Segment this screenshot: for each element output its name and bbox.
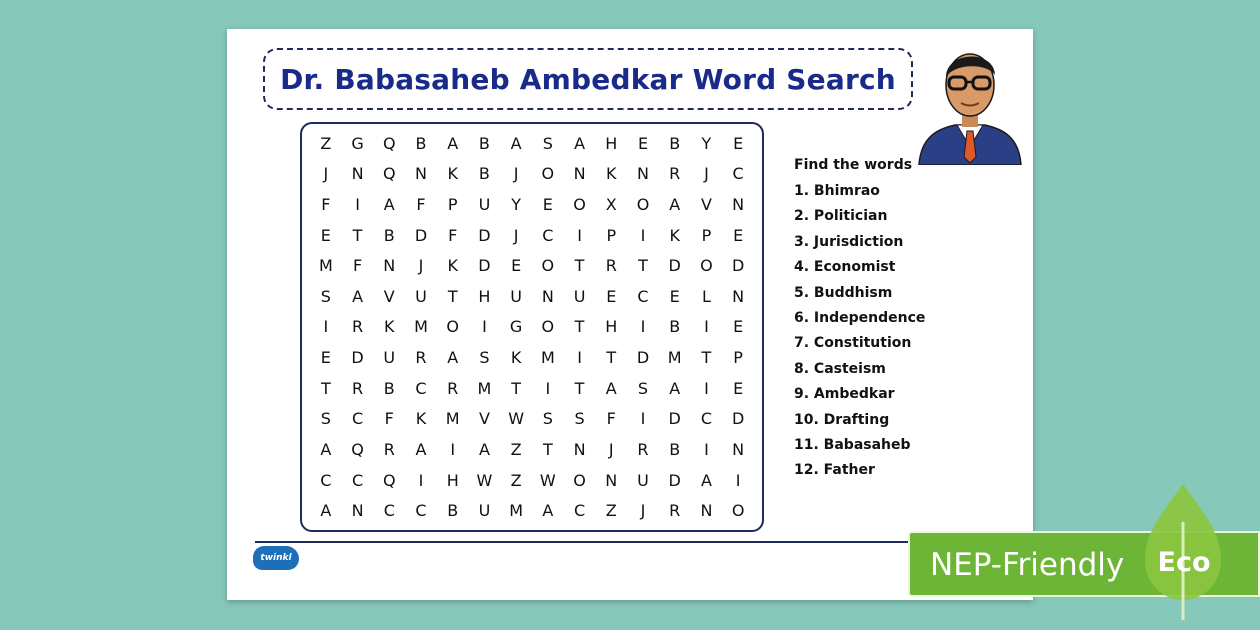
grid-letter: C <box>415 501 427 521</box>
grid-letter: I <box>450 439 456 459</box>
grid-letter: M <box>477 378 492 398</box>
word-list <box>794 179 1014 484</box>
grid-letter: T <box>574 256 585 276</box>
grid-letter: E <box>733 225 744 245</box>
grid-letter: H <box>605 317 618 337</box>
grid-letter: O <box>573 470 586 490</box>
grid-letter: J <box>323 164 329 184</box>
grid-letter: I <box>640 225 646 245</box>
word-list-item: 9. Ambedkar <box>794 386 895 403</box>
grid-letter: I <box>577 225 582 245</box>
grid-letter: Q <box>382 470 396 490</box>
grid-letter: R <box>352 378 364 398</box>
grid-letter: B <box>447 501 459 521</box>
grid-letter: Z <box>320 133 332 153</box>
grid-letter: A <box>605 378 617 398</box>
word-list-item: 7. Constitution <box>794 335 912 352</box>
grid-letter: K <box>447 164 458 184</box>
grid-letter: B <box>669 317 681 337</box>
grid-letter: T <box>511 378 522 398</box>
word-list-item: 5. Buddhism <box>794 284 893 301</box>
grid-letter: I <box>355 195 360 215</box>
grid-letter: D <box>668 470 681 490</box>
grid-letter: D <box>414 225 428 245</box>
grid-letter: O <box>636 195 650 215</box>
word-list-item: 8. Casteism <box>794 360 886 377</box>
grid-letter: O <box>446 317 459 337</box>
grid-letter: A <box>669 195 681 215</box>
grid-letter: A <box>447 133 459 153</box>
grid-letter: O <box>541 317 555 337</box>
grid-letter: A <box>542 501 554 521</box>
grid-letter: U <box>510 286 522 306</box>
grid-letter: K <box>669 225 680 245</box>
grid-letter: W <box>476 470 493 490</box>
grid-letter: J <box>513 225 519 245</box>
grid-letter: M <box>414 317 428 337</box>
grid-letter: W <box>508 409 525 429</box>
grid-letter: U <box>383 348 396 368</box>
grid-letter: S <box>479 348 490 368</box>
eco-label: Eco <box>1157 547 1211 578</box>
grid-letter: Q <box>382 133 396 153</box>
grid-letter: X <box>605 195 617 215</box>
grid-letter: U <box>637 470 649 490</box>
grid-letter: O <box>541 164 555 184</box>
grid-letter: M <box>445 409 460 429</box>
grid-letter: B <box>669 439 681 459</box>
grid-letter: Z <box>510 470 522 490</box>
grid-letter: I <box>323 317 329 337</box>
word-list-item: 12. Father <box>794 462 875 479</box>
grid-letter: L <box>701 286 711 306</box>
grid-letter: H <box>478 286 491 306</box>
grid-letter: B <box>669 133 681 153</box>
word-list-panel <box>794 157 1014 484</box>
grid-letter: I <box>545 378 551 398</box>
grid-letter: D <box>668 409 681 429</box>
grid-letter: S <box>320 409 331 429</box>
grid-letter: U <box>415 286 427 306</box>
grid-letter: K <box>384 317 395 337</box>
grid-letter: I <box>577 348 582 368</box>
logo-text: twinkl <box>260 553 292 563</box>
grid-letter: N <box>732 439 745 459</box>
word-list-item: 1. Bhimrao <box>794 183 880 199</box>
grid-letter: P <box>733 348 743 368</box>
grid-letter: U <box>573 286 586 306</box>
grid-letter: E <box>669 286 680 306</box>
grid-letter: A <box>447 348 459 368</box>
grid-letter: G <box>351 133 364 153</box>
grid-letter: A <box>574 133 586 153</box>
grid-letter: S <box>542 409 553 429</box>
grid-letter: E <box>320 225 331 245</box>
grid-letter: Q <box>382 164 396 184</box>
grid-letter: A <box>320 439 332 459</box>
grid-letter: R <box>415 348 427 368</box>
grid-letter: E <box>606 286 617 306</box>
grid-letter: B <box>478 133 490 153</box>
grid-letter: D <box>478 225 491 245</box>
grid-letter: S <box>574 409 585 429</box>
grid-letter: V <box>383 286 395 306</box>
grid-letter: T <box>320 378 331 398</box>
grid-letter: N <box>732 195 745 215</box>
word-search-grid <box>300 122 764 532</box>
grid-letter: M <box>318 256 333 276</box>
grid-letter: T <box>352 225 363 245</box>
word-list-item: 4. Economist <box>794 259 896 276</box>
grid-letter: D <box>351 348 364 368</box>
grid-letter: V <box>478 409 490 429</box>
grid-letter: C <box>351 470 364 490</box>
grid-letter: D <box>731 409 745 429</box>
grid-letter: Q <box>351 439 364 459</box>
grid-letter: R <box>605 256 617 276</box>
grid-letter: N <box>700 501 713 521</box>
grid-letter: E <box>733 317 744 337</box>
grid-letter: P <box>606 225 617 245</box>
grid-letter: A <box>700 470 712 490</box>
grid-letter: M <box>540 348 555 368</box>
ambedkar-portrait-icon <box>915 37 1025 165</box>
grid-letter: C <box>637 286 649 306</box>
grid-letter: A <box>415 439 427 459</box>
grid-letter: M <box>667 348 682 368</box>
grid-letter: T <box>447 286 458 306</box>
grid-letter: I <box>704 378 709 398</box>
grid-letter: I <box>640 317 646 337</box>
grid-letter: C <box>320 470 332 490</box>
grid-letter: N <box>351 501 364 521</box>
grid-letter: E <box>733 133 744 153</box>
grid-letter: M <box>509 501 524 521</box>
twinkl-logo <box>253 546 299 570</box>
grid-letter: R <box>637 439 649 459</box>
grid-letter: I <box>418 470 424 490</box>
grid-letter: N <box>605 470 618 490</box>
grid-letter: Z <box>605 501 617 521</box>
grid-letter: B <box>383 225 395 245</box>
grid-letter: I <box>482 317 487 337</box>
grid-letter: F <box>606 409 616 429</box>
grid-letter: R <box>447 378 459 398</box>
grid-letter: T <box>606 348 617 368</box>
grid-letter: O <box>700 256 713 276</box>
grid-letter: A <box>510 133 522 153</box>
grid-letter: C <box>542 225 554 245</box>
grid-letter: D <box>668 256 681 276</box>
grid-letter: R <box>383 439 395 459</box>
worksheet <box>227 29 1033 600</box>
grid-letter: F <box>384 409 394 429</box>
grid-letter: N <box>541 286 554 306</box>
grid-letter: K <box>447 256 458 276</box>
grid-letter: J <box>608 439 614 459</box>
word-list-heading: Find the words <box>794 157 913 173</box>
title-frame <box>263 48 913 110</box>
grid-letter: I <box>704 317 709 337</box>
grid-letter: I <box>704 439 709 459</box>
grid-letter: F <box>416 195 426 215</box>
grid-letter: J <box>704 164 709 184</box>
grid-letter: P <box>701 225 712 245</box>
grid-letter: R <box>669 164 681 184</box>
grid-letter: D <box>478 256 491 276</box>
grid-letter: A <box>478 439 490 459</box>
grid-letter: N <box>573 164 586 184</box>
grid-letter: J <box>640 501 646 521</box>
grid-letter: O <box>541 256 555 276</box>
grid-letter: D <box>731 256 745 276</box>
grid-letter: N <box>415 164 427 184</box>
letter-grid <box>310 128 754 526</box>
grid-letter: I <box>640 409 646 429</box>
grid-letter: F <box>448 225 458 245</box>
grid-letter: T <box>701 348 712 368</box>
grid-letter: W <box>539 470 556 490</box>
grid-letter: S <box>637 378 649 398</box>
grid-letter: F <box>352 256 363 276</box>
grid-letter: J <box>418 256 424 276</box>
grid-letter: N <box>383 256 396 276</box>
grid-letter: N <box>732 286 745 306</box>
grid-letter: B <box>415 133 427 153</box>
grid-letter: K <box>606 164 617 184</box>
grid-letter: C <box>351 409 364 429</box>
grid-letter: B <box>478 164 490 184</box>
word-list-item: 2. Politician <box>794 208 888 225</box>
grid-letter: T <box>638 256 648 276</box>
grid-letter: P <box>447 195 458 215</box>
grid-letter: R <box>352 317 364 337</box>
grid-letter: K <box>510 348 522 368</box>
grid-letter: E <box>542 195 553 215</box>
grid-letter: E <box>320 348 331 368</box>
page-title: Dr. Babasaheb Ambedkar Word Search <box>280 62 896 96</box>
grid-letter: Y <box>511 195 522 215</box>
word-list-item: 10. Drafting <box>794 411 890 428</box>
grid-letter: T <box>574 317 585 337</box>
grid-letter: C <box>573 501 586 521</box>
word-list-item: 3. Jurisdiction <box>794 233 904 250</box>
grid-letter: D <box>636 348 650 368</box>
word-list-item: 6. Independence <box>794 309 926 326</box>
grid-letter: E <box>733 378 744 398</box>
grid-letter: S <box>542 133 553 153</box>
badge-label: NEP-Friendly <box>930 547 1125 583</box>
grid-letter: C <box>700 409 712 429</box>
grid-letter: O <box>731 501 745 521</box>
grid-letter: R <box>669 501 681 521</box>
grid-letter: A <box>320 501 332 521</box>
grid-letter: H <box>446 470 459 490</box>
grid-letter: F <box>321 195 331 215</box>
grid-letter: J <box>513 164 519 184</box>
grid-letter: S <box>320 286 331 306</box>
grid-letter: Z <box>510 439 522 459</box>
grid-letter: A <box>383 195 395 215</box>
grid-letter: K <box>415 409 427 429</box>
grid-letter: U <box>478 195 491 215</box>
grid-letter: H <box>605 133 618 153</box>
grid-letter: A <box>352 286 364 306</box>
grid-letter: V <box>700 195 712 215</box>
grid-letter: T <box>542 439 553 459</box>
grid-letter: Y <box>701 133 712 153</box>
grid-letter: N <box>573 439 586 459</box>
grid-letter: E <box>511 256 522 276</box>
grid-letter: C <box>383 501 395 521</box>
word-list-item: 11. Babasaheb <box>794 436 911 453</box>
grid-letter: C <box>415 378 427 398</box>
grid-letter: B <box>383 378 395 398</box>
grid-letter: G <box>509 317 523 337</box>
grid-letter: U <box>478 501 491 521</box>
grid-letter: I <box>735 470 741 490</box>
grid-letter: T <box>574 378 585 398</box>
grid-letter: N <box>637 164 649 184</box>
grid-letter: N <box>351 164 364 184</box>
grid-letter: O <box>573 195 586 215</box>
grid-letter: E <box>637 133 649 153</box>
grid-letter: C <box>732 164 744 184</box>
grid-letter: A <box>669 378 681 398</box>
